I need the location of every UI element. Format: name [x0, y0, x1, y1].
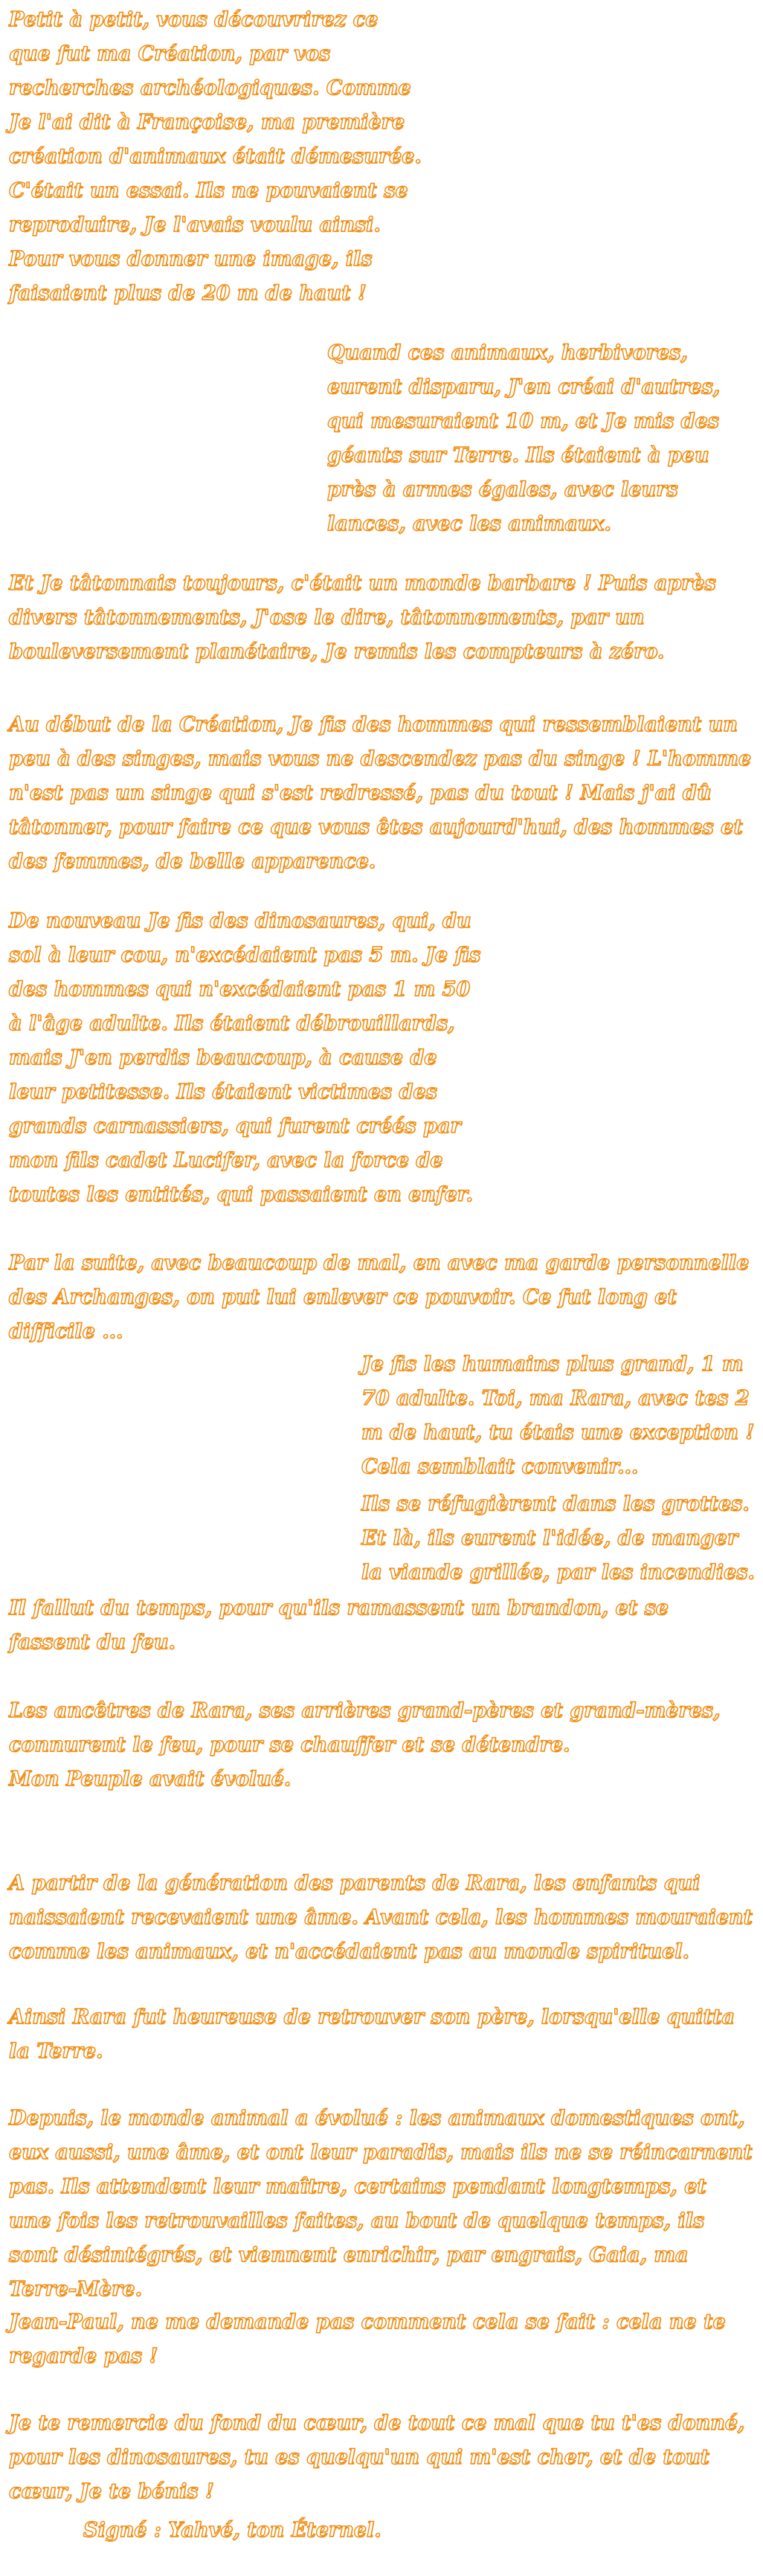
paragraph-blessing: Je te remercie du fond du cœur, de tout ce mal que tu t'es donné, pour les dinosaures, tu es quelqu'un qui m'est cher, et de tout cœur, Je te bénis ! [9, 2412, 745, 2503]
paragraph-fire: Il fallut du temps, pour qu'ils ramassent un brandon, et se fassent du feu. [9, 1597, 669, 1654]
paragraph-archangels: Par la suite, avec beaucoup de mal, en avec ma garde personnelle des Archanges, on put lui enlever ce pouvoir. Ce fut long et difficile ... [9, 1252, 750, 1343]
paragraph-rara-father: Ainsi Rara fut heureuse de retrouver son père, lorsqu'elle quitta la Terre. [9, 2006, 735, 2063]
paragraph-evolved: Mon Peuple avait évolué. [9, 1768, 292, 1791]
paragraph-intro: Petit à petit, vous découvrirez ce que fut ma Création, par vos recherches archéologiques. Comme Je l'ai dit à Françoise, ma première création d'animaux était démesurée. C'était un essai. Ils ne pouvaient se reproduire, Je l'avais voulu ainsi. Pour vous donner une image, ils faisaient plus de 20 m de haut ! [9, 8, 422, 305]
paragraph-dinosaurs: De nouveau Je fis des dinosaures, qui, du sol à leur cou, n'excédaient pas 5 m. Je fis des hommes qui n'excédaient pas 1 m 50 à l'âge adulte. Ils étaient débrouillards, mais J'en perdis beaucoup, à cause de leur petitesse. Ils étaient victimes des grands carnassiers, qui furent créés par mon fils cadet Lucifer, avec la force de toutes les entités, qui passaient en enfer. [9, 909, 481, 1206]
paragraph-barbarian-world: Et Je tâtonnais toujours, c'était un monde barbare ! Puis après divers tâtonnements, J'ose le dire, tâtonnements, par un bouleversement planétaire, Je remis les compteurs à zéro. [9, 572, 716, 663]
paragraph-giants: Quand ces animaux, herbivores, eurent disparu, J'en créai d'autres, qui mesuraient 10 m, et Je mis des géants sur Terre. Ils étaient à peu près à armes égales, avec leurs lances, avec les animaux. [327, 341, 721, 535]
paragraph-jean-paul: Jean-Paul, ne me demande pas comment cela se fait : cela ne te regarde pas ! [9, 2311, 726, 2368]
paragraph-taller-humans: Je fis les humains plus grand, 1 m 70 adulte. Toi, ma Rara, avec tes 2 m de haut, tu étais une exception ! Cela semblait convenir... [361, 1353, 755, 1478]
paragraph-ancestors: Les ancêtres de Rara, ses arrières grand-pères et grand-mères, connurent le feu, pour se chauffer et se détendre. [9, 1699, 721, 1756]
paragraph-soul: A partir de la génération des parents de Rara, les enfants qui naissaient recevaient une âme. Avant cela, les hommes mouraient comme les animaux, et n'accédaient pas au monde spirituel. [9, 1872, 753, 1963]
paragraph-first-humans: Au début de la Création, Je fis des hommes qui ressemblaient un peu à des singes, mais vous ne descendez pas du singe ! L'homme n'est pas un singe qui s'est redressé, pas du tout ! Mais j'ai dû tâtonner, pour faire ce que vous êtes aujourd'hui, des hommes et des femmes, de belle apparence. [9, 713, 752, 873]
signature-line: Signé : Yahvé, ton Éternel. [83, 2519, 382, 2542]
paragraph-caves: Ils se réfugièrent dans les grottes. Et là, ils eurent l'idée, de manger la viande grillée, par les incendies. [361, 1493, 755, 1584]
paragraph-animal-world: Depuis, le monde animal a évolué : les animaux domestiques ont, eux aussi, une âme, et ont leur paradis, mais ils ne se réincarnent pas. Ils attendent leur maître, certains pendant longtemps, et une fois les retrouvailles faites, au bout de quelque temps, ils sont désintégrés, et viennent enrichir, par engrais, Gaia, ma Terre-Mère. [9, 2107, 753, 2301]
